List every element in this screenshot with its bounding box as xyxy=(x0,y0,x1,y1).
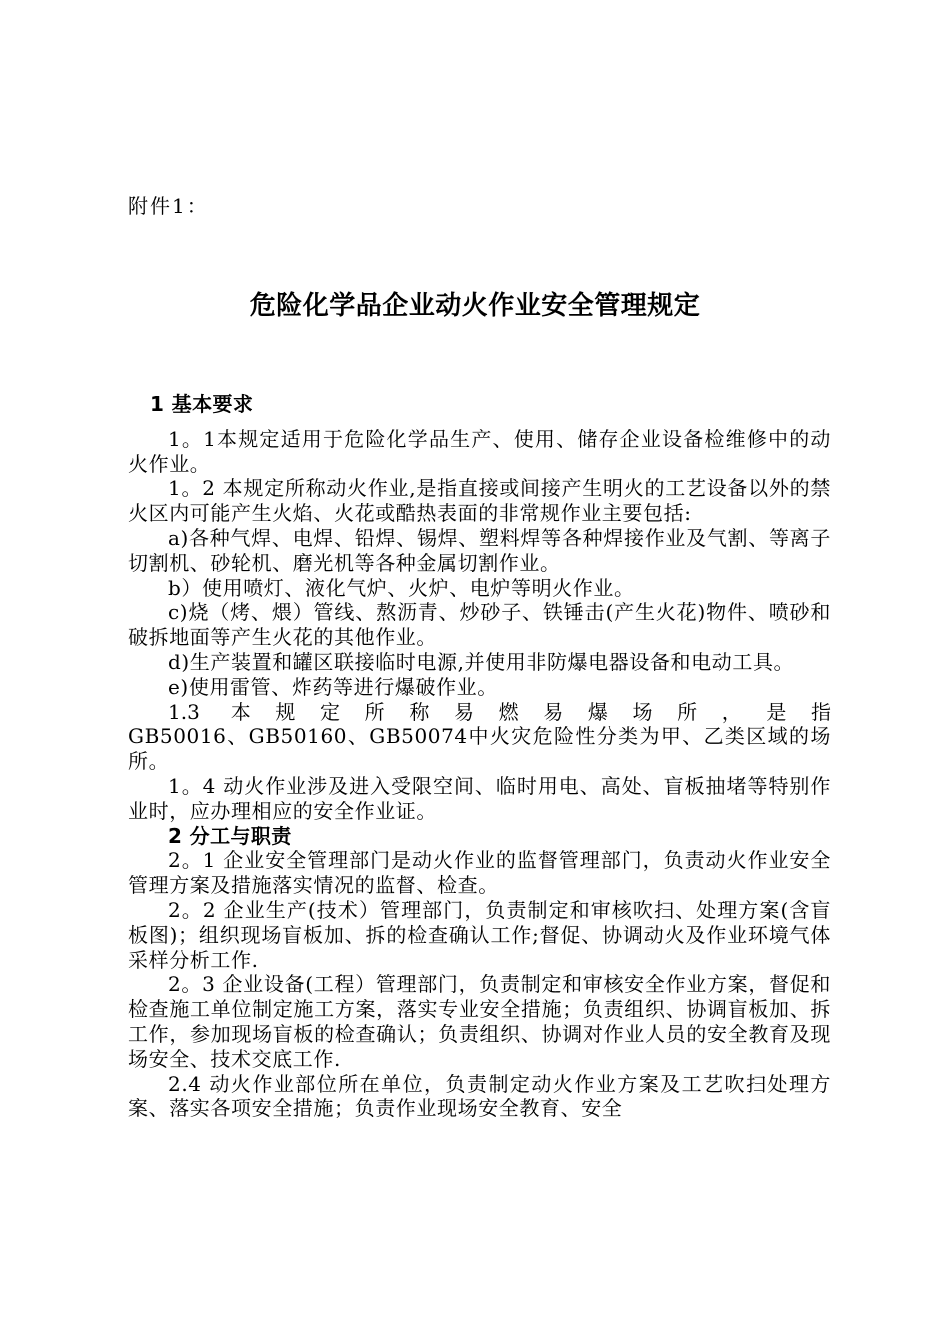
list-item-d: d)生产装置和罐区联接临时电源,并使用非防爆电器设备和电动工具。 xyxy=(168,649,795,674)
section-heading-division-of-duties: 2 分工与职责 xyxy=(168,823,292,848)
section-heading-basic-requirements: 1 基本要求 xyxy=(150,392,254,416)
paragraph-1-3-continued: GB50016、GB50160、GB50074中火灾危险性分类为甲、乙类区域的场所。 xyxy=(128,724,831,774)
paragraph-1-3-line-1: 1.3 本规定所称易燃易爆场所，是指 xyxy=(168,699,831,724)
paragraph-2-1: 2。1 企业安全管理部门是动火作业的监督管理部门，负责动火作业安全管理方案及措施落实情况的监督、检查。 xyxy=(128,848,831,898)
list-item-c: c)烧（烤、煨）管线、熬沥青、炒砂子、铁锤击(产生火花)物件、喷砂和破拆地面等产生火花的其他作业。 xyxy=(128,600,831,650)
paragraph-2-3: 2。3 企业设备(工程）管理部门，负责制定和审核安全作业方案，督促和检查施工单位制定施工方案，落实专业安全措施；负责组织、协调盲板加、拆工作，参加现场盲板的检查确认；负责组织、协调对作业人员的安全教育及现场安全、技术交底工作. xyxy=(128,972,831,1071)
list-item-b: b）使用喷灯、液化气炉、火炉、电炉等明火作业。 xyxy=(168,575,635,600)
list-item-a: a)各种气焊、电焊、铅焊、锡焊、塑料焊等各种焊接作业及气割、等离子切割机、砂轮机、磨光机等各种金属切割作业。 xyxy=(128,525,831,575)
paragraph-1-1: 1。1本规定适用于危险化学品生产、使用、储存企业设备检维修中的动火作业。 xyxy=(128,426,831,476)
attachment-label: 附件1： xyxy=(128,194,209,218)
paragraph-1-4: 1。4 动火作业涉及进入受限空间、临时用电、高处、盲板抽堵等特别作业时，应办理相应的安全作业证。 xyxy=(128,773,831,823)
document-title: 危险化学品企业动火作业安全管理规定 xyxy=(249,291,701,321)
list-item-e: e)使用雷管、炸药等进行爆破作业。 xyxy=(168,674,498,699)
document-body xyxy=(128,392,831,1121)
paragraph-2-4: 2.4 动火作业部位所在单位，负责制定动火作业方案及工艺吹扫处理方案、落实各项安全措施；负责作业现场安全教育、安全 xyxy=(128,1071,831,1121)
paragraph-2-2: 2。2 企业生产(技术）管理部门，负责制定和审核吹扫、处理方案(含盲板图)；组织现场盲板加、拆的检查确认工作;督促、协调动火及作业环境气体采样分析工作. xyxy=(128,897,831,972)
paragraph-1-2: 1。2 本规定所称动火作业,是指直接或间接产生明火的工艺设备以外的禁火区内可能产生火焰、火花或酷热表面的非常规作业主要包括: xyxy=(128,476,831,526)
